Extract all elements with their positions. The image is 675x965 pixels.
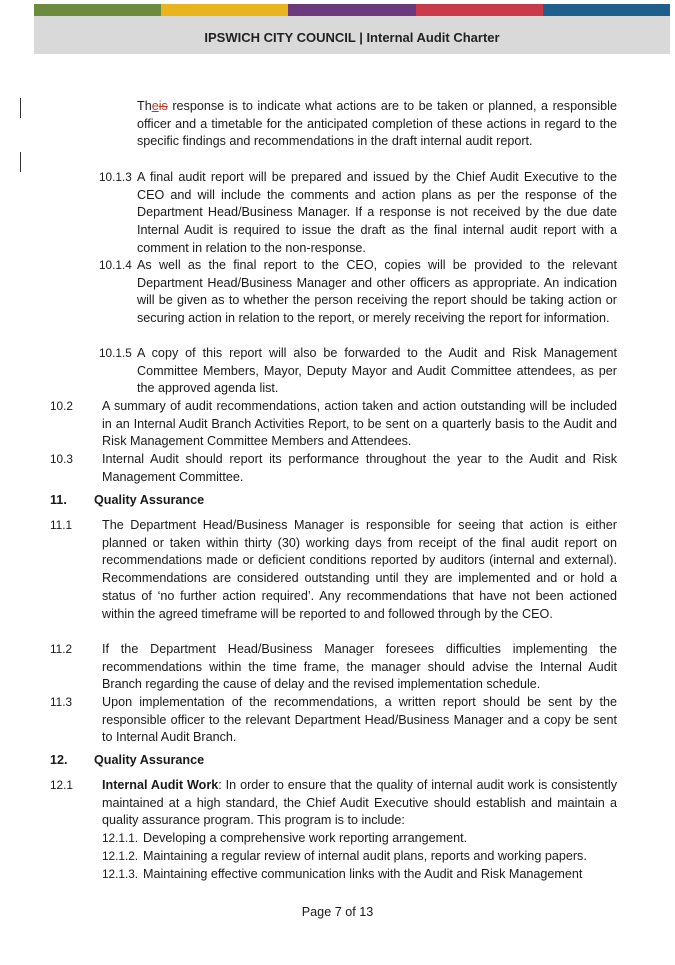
item-number: 10.1.4 [99,258,132,272]
item-number: 10.3 [50,452,73,466]
item-text [102,777,617,830]
item-text: Internal Audit should report its performance throughout the year to the Audit and Risk Management Committee. [102,452,617,484]
item-text: Maintaining a regular review of internal audit plans, reports and working papers. [143,849,587,863]
item-text: If the Department Head/Business Manager foresees difficulties implementing the recommendations within the time frame, the manager should advise the Internal Audit Branch regarding the cause of delay and the revised implementation schedule. [102,642,617,692]
item-lead-term: Internal Audit Work [102,778,219,792]
section-title: Quality Assurance [94,493,205,507]
section-number: 12. [50,753,68,767]
item-number: 12.1 [50,778,73,792]
item-number: 12.1.1. [102,831,139,845]
header-title: IPSWICH CITY COUNCIL | Internal Audit Charter [204,30,500,45]
header-color-stripes [34,4,670,16]
stripe-red [416,4,543,16]
item-text: A final audit report will be prepared and issued by the Chief Audit Executive to the CEO and will include the comments and action plans as per the response of the Department Head/Business Manager. If a response is not received by the due date Internal Audit is required to issue the draft as the final internal audit report with a comment in relation to the non-response. [137,170,617,255]
item-text: A summary of audit recommendations, action taken and action outstanding will be included in an Internal Audit Branch Activities Report, to be sent on a quarterly basis to the Audit and Risk Management Committee Members and Attendees. [102,399,617,449]
item-number: 12.1.3. [102,867,139,881]
page-number: Page 7 of 13 [301,905,374,919]
stripe-purple [288,4,415,16]
page-header [34,4,670,54]
section-title: Quality Assurance [94,753,205,767]
item-text: The Department Head/Business Manager is responsible for seeing that action is either planned or taken within thirty (30) working days from receipt of the final audit report on recommendations made or deficient conditions reported by auditors (internal and external). Recommendations are considered outstanding until they are implemented and or hold a status of ‘no further action required’. Any recommendations that have not been actioned within the agreed timeframe will be reported to and followed through by the CEO. [102,518,617,621]
item-number: 12.1.2. [102,849,139,863]
intro-text: response is to indicate what actions are to be taken or planned, a responsible officer and a timetable for the anticipated completion of these actions in regard to the specific findings and recommendations in the draft internal audit report. [137,99,617,149]
item-number: 10.1.3 [99,170,132,184]
stripe-yellow [161,4,288,16]
item-text: As well as the final report to the CEO, copies will be provided to the relevant Department Head/Business Manager and other officers as appropriate. An indication will be given as to whether the person receiving the report should be taking action or securing action in relation to the report, or merely receiving the report for information. [137,258,617,326]
change-bar [20,152,21,172]
intro-prefix: Th [137,99,152,113]
item-number: 10.2 [50,399,73,413]
item-number: 11.3 [50,695,73,709]
item-number: 11.2 [50,642,73,656]
section-number: 11. [50,493,67,507]
tracked-deletion: is [158,99,168,113]
item-number: 10.1.5 [99,346,132,360]
tracked-insertion: e [151,99,159,113]
item-text: Upon implementation of the recommendations, a written report should be sent by the responsible officer to the relevant Department Head/Business Manager and a copy be sent to Internal Audit Branch. [102,695,617,745]
item-text: Maintaining effective communication links with the Audit and Risk Management [143,867,583,881]
change-bar [20,98,21,118]
stripe-blue [543,4,670,16]
item-text: A copy of this report will also be forwarded to the Audit and Risk Management Committee Members, Mayor, Deputy Mayor and Audit Committee attendees, as per the approved agenda list. [137,346,617,396]
item-number: 11.1 [50,518,73,532]
intro-paragraph [137,98,617,151]
item-text: Developing a comprehensive work reporting arrangement. [143,831,468,845]
stripe-green [34,4,161,16]
item-body: : In order to ensure that the quality of internal audit work is consistently maintained at a high standard, the Chief Audit Executive should establish and maintain a quality assurance program. This program is to include: [102,778,617,828]
